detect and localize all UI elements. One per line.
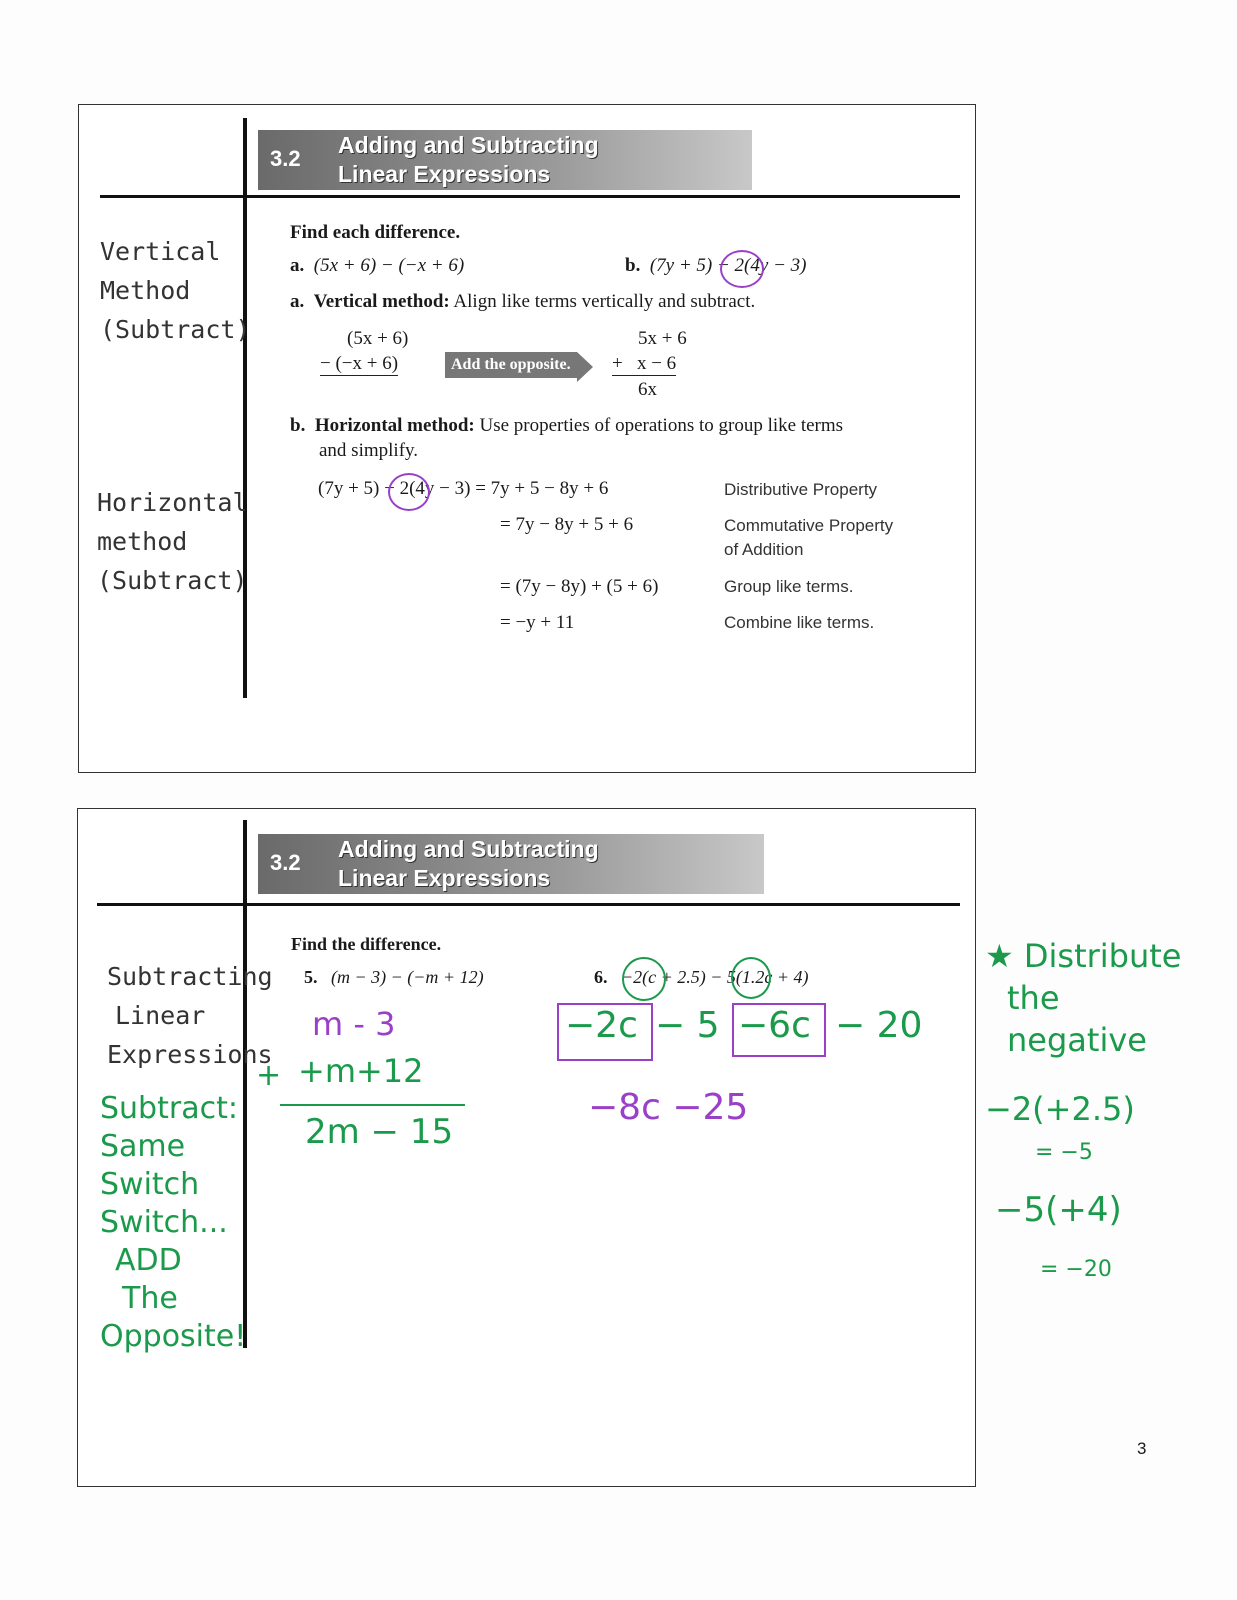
problem-5 — [304, 967, 484, 988]
note-line: Expressions — [107, 1040, 273, 1069]
hw-tip-note — [985, 935, 1181, 1061]
step-expr: = 7y − 8y + 5 + 6 — [500, 514, 634, 535]
hw-term: −6c — [738, 1005, 811, 1046]
lesson-number: 3.2 — [270, 850, 301, 875]
lesson-header — [258, 130, 752, 190]
expression: (5x + 6) − (−x + 6) — [313, 255, 465, 276]
hw-calc1-result: = −5 — [1035, 1140, 1093, 1165]
note-line: Linear — [115, 1001, 206, 1030]
slide-panel-1 — [78, 104, 976, 773]
note-line: (Subtract) — [97, 566, 248, 595]
lesson-number: 3.2 — [270, 146, 301, 171]
hw-p5-result: 2m − 15 — [305, 1112, 454, 1152]
text: Align like terms vertically and subtract. — [453, 291, 756, 312]
note-line: (Subtract) — [100, 315, 251, 344]
horizontal-text-cont: and simplify. — [319, 440, 419, 461]
text: Use properties of operations to group like terms — [479, 415, 844, 436]
note-line: The — [122, 1281, 178, 1316]
label: b. — [625, 255, 641, 276]
lesson-title-line1: Adding and Subtracting — [338, 836, 599, 862]
step-expr: = (7y − 8y) + (5 + 6) — [500, 576, 659, 597]
step-reason: Combine like terms. — [724, 613, 875, 632]
label: b. — [290, 415, 306, 436]
side-note-subtracting — [107, 957, 273, 1074]
label: 6. — [594, 967, 608, 987]
hw-p5-line1: m - 3 — [312, 1005, 396, 1043]
divider-horizontal — [100, 195, 960, 198]
lesson-title-line2: Linear Expressions — [338, 865, 551, 891]
hw-rule-note — [100, 1090, 246, 1356]
side-note-vertical — [100, 232, 251, 349]
title: Vertical method: — [313, 291, 450, 312]
step-reason: Group like terms. — [724, 577, 854, 596]
lesson-header — [258, 834, 764, 894]
note-line: Subtracting — [107, 962, 273, 991]
note-line: Same — [100, 1129, 186, 1164]
green-circle-mark — [622, 957, 666, 1001]
expression: −2(c + 2.5) − 5(1.2c + 4) — [621, 967, 809, 987]
hw-term: −2c — [565, 1005, 638, 1046]
vertical-left-top: (5x + 6) — [347, 328, 409, 349]
add-opposite-arrow: Add the opposite. — [445, 352, 577, 378]
side-note-horizontal — [97, 483, 248, 600]
hw-p5-line2: +m+12 — [298, 1052, 424, 1090]
vertical-method-heading — [290, 291, 755, 313]
vertical-right-bottom: + x − 6 — [612, 353, 677, 374]
step-expr: = −y + 11 — [500, 612, 575, 633]
vertical-result: 6x — [638, 379, 657, 400]
problem-b — [625, 255, 806, 277]
lesson-title-line2: Linear Expressions — [338, 161, 551, 187]
note-line: Opposite! — [100, 1319, 247, 1354]
step-reason: Commutative Property — [724, 516, 894, 535]
note-line: Switch — [100, 1167, 200, 1202]
sum-line — [280, 1104, 465, 1106]
vertical-right-top: 5x + 6 — [638, 328, 687, 349]
hw-calc1: −2(+2.5) — [985, 1090, 1135, 1128]
vertical-left-bottom: − (−x + 6) — [320, 353, 399, 374]
step-reason: of Addition — [724, 540, 804, 559]
green-circle-mark — [731, 957, 771, 999]
hw-p5-plus: + — [256, 1058, 282, 1093]
note-line: Vertical — [100, 237, 221, 266]
note-line: method — [97, 527, 188, 556]
note-line: ADD — [115, 1243, 182, 1278]
expression: (m − 3) − (−m + 12) — [331, 967, 484, 987]
hw-p6-result: −8c −25 — [588, 1087, 749, 1128]
step-reason: Distributive Property — [724, 480, 878, 499]
step-expr: (7y + 5) − 2(4y − 3) = 7y + 5 − 8y + 6 — [318, 478, 609, 499]
note-line: Method — [100, 276, 191, 305]
title: Horizontal method: — [314, 415, 475, 436]
hw-term: − 20 — [835, 1005, 923, 1046]
note-line: Subtract: — [100, 1091, 238, 1126]
purple-circle-mark — [388, 473, 430, 511]
page-number: 3 — [1137, 1439, 1147, 1458]
lesson-title-line1: Adding and Subtracting — [338, 132, 599, 158]
hw-term: − 5 — [655, 1005, 720, 1046]
problem-a — [290, 255, 464, 277]
note-line: the — [1007, 979, 1060, 1017]
instruction: Find each difference. — [290, 222, 461, 243]
note-line: negative — [1007, 1021, 1147, 1059]
hw-calc2-result: = −20 — [1040, 1257, 1112, 1282]
label: a. — [290, 291, 305, 312]
label: a. — [290, 255, 305, 276]
expression: (7y + 5) − 2(4y − 3) — [649, 255, 807, 276]
purple-circle-mark — [720, 250, 764, 288]
divider-vertical — [243, 118, 247, 698]
note-line: Switch... — [100, 1205, 228, 1240]
note-line: ★ Distribute — [985, 937, 1182, 975]
hw-calc2: −5(+4) — [995, 1190, 1122, 1230]
instruction: Find the difference. — [291, 934, 442, 954]
label: 5. — [304, 967, 318, 987]
divider-horizontal — [97, 903, 960, 906]
note-line: Horizontal — [97, 488, 248, 517]
horizontal-method-heading — [290, 415, 843, 437]
